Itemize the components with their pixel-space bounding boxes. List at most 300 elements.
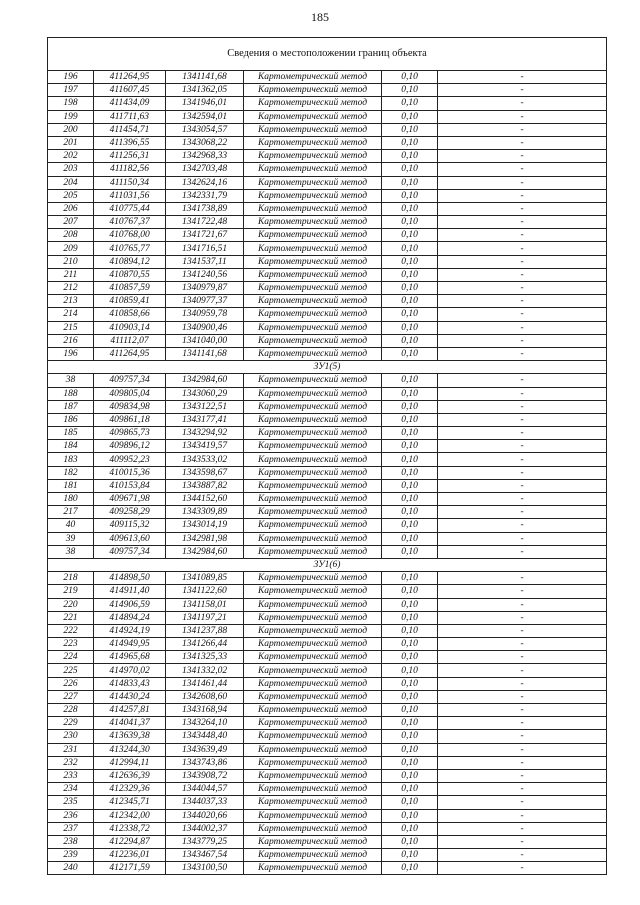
coord-y-cell: 1342984,60 [166, 374, 244, 387]
point-number-cell: 221 [48, 611, 94, 624]
method-cell: Картометрический метод [244, 453, 382, 466]
table-row [48, 268, 607, 281]
coord-y-cell: 1343598,67 [166, 466, 244, 479]
coord-x-cell: 414965,68 [94, 651, 166, 664]
table-row [48, 400, 607, 413]
point-number-cell: 216 [48, 334, 94, 347]
coord-x-cell: 409834,98 [94, 400, 166, 413]
method-cell: Картометрический метод [244, 572, 382, 585]
coord-y-cell: 1344152,60 [166, 493, 244, 506]
description-cell: - [438, 150, 607, 163]
table-row [48, 572, 607, 585]
coord-y-cell: 1341721,67 [166, 229, 244, 242]
accuracy-cell: 0,10 [382, 216, 438, 229]
accuracy-cell: 0,10 [382, 176, 438, 189]
point-number-cell: 229 [48, 717, 94, 730]
point-number-cell: 213 [48, 295, 94, 308]
coord-x-cell: 411150,34 [94, 176, 166, 189]
method-cell: Картометрический метод [244, 413, 382, 426]
point-number-cell: 231 [48, 743, 94, 756]
accuracy-cell: 0,10 [382, 677, 438, 690]
method-cell: Картометрический метод [244, 743, 382, 756]
coord-y-cell: 1341946,01 [166, 97, 244, 110]
coord-y-cell: 1343068,22 [166, 136, 244, 149]
coord-y-cell: 1341141,68 [166, 71, 244, 84]
description-cell: - [438, 466, 607, 479]
method-cell: Картометрический метод [244, 519, 382, 532]
section-header-row [48, 558, 607, 571]
method-cell: Картометрический метод [244, 374, 382, 387]
coord-x-cell: 412171,59 [94, 862, 166, 875]
description-cell: - [438, 769, 607, 782]
point-number-cell: 40 [48, 519, 94, 532]
table-row [48, 598, 607, 611]
description-cell: - [438, 783, 607, 796]
coord-y-cell: 1343122,51 [166, 400, 244, 413]
point-number-cell: 226 [48, 677, 94, 690]
method-cell: Картометрический метод [244, 176, 382, 189]
point-number-cell: 214 [48, 308, 94, 321]
description-cell: - [438, 282, 607, 295]
method-cell: Картометрический метод [244, 202, 382, 215]
point-number-cell: 224 [48, 651, 94, 664]
accuracy-cell: 0,10 [382, 440, 438, 453]
accuracy-cell: 0,10 [382, 334, 438, 347]
point-number-cell: 239 [48, 849, 94, 862]
coord-y-cell: 1342968,33 [166, 150, 244, 163]
point-number-cell: 188 [48, 387, 94, 400]
coord-y-cell: 1342981,98 [166, 532, 244, 545]
coord-x-cell: 411396,55 [94, 136, 166, 149]
accuracy-cell: 0,10 [382, 71, 438, 84]
point-number-cell: 227 [48, 690, 94, 703]
table-row [48, 651, 607, 664]
point-number-cell: 235 [48, 796, 94, 809]
accuracy-cell: 0,10 [382, 97, 438, 110]
coord-y-cell: 1343467,54 [166, 849, 244, 862]
accuracy-cell: 0,10 [382, 295, 438, 308]
method-cell: Картометрический метод [244, 242, 382, 255]
accuracy-cell: 0,10 [382, 202, 438, 215]
coord-y-cell: 1344020,66 [166, 809, 244, 822]
method-cell: Картометрический метод [244, 216, 382, 229]
description-cell: - [438, 506, 607, 519]
description-cell: - [438, 743, 607, 756]
accuracy-cell: 0,10 [382, 624, 438, 637]
coord-x-cell: 414906,59 [94, 598, 166, 611]
table-row [48, 282, 607, 295]
accuracy-cell: 0,10 [382, 572, 438, 585]
table-row [48, 295, 607, 308]
table-row [48, 347, 607, 360]
accuracy-cell: 0,10 [382, 387, 438, 400]
accuracy-cell: 0,10 [382, 822, 438, 835]
description-cell: - [438, 163, 607, 176]
method-cell: Картометрический метод [244, 493, 382, 506]
accuracy-cell: 0,10 [382, 400, 438, 413]
point-number-cell: 196 [48, 347, 94, 360]
coord-y-cell: 1341158,01 [166, 598, 244, 611]
table-row [48, 427, 607, 440]
accuracy-cell: 0,10 [382, 638, 438, 651]
table-row [48, 440, 607, 453]
method-cell: Картометрический метод [244, 783, 382, 796]
coord-x-cell: 411182,56 [94, 163, 166, 176]
method-cell: Картометрический метод [244, 717, 382, 730]
coord-y-cell: 1342608,60 [166, 690, 244, 703]
coord-y-cell: 1342594,01 [166, 110, 244, 123]
coord-y-cell: 1343309,89 [166, 506, 244, 519]
accuracy-cell: 0,10 [382, 347, 438, 360]
method-cell: Картометрический метод [244, 624, 382, 637]
description-cell: - [438, 427, 607, 440]
coord-x-cell: 411264,95 [94, 71, 166, 84]
coord-y-cell: 1341141,68 [166, 347, 244, 360]
accuracy-cell: 0,10 [382, 189, 438, 202]
coord-y-cell: 1344037,33 [166, 796, 244, 809]
coord-x-cell: 410153,84 [94, 479, 166, 492]
coord-x-cell: 409613,60 [94, 532, 166, 545]
coord-x-cell: 409757,34 [94, 545, 166, 558]
point-number-cell: 238 [48, 835, 94, 848]
section-header: ЗУ1(6) [48, 558, 607, 571]
description-cell: - [438, 796, 607, 809]
coord-x-cell: 410857,59 [94, 282, 166, 295]
accuracy-cell: 0,10 [382, 585, 438, 598]
coord-x-cell: 412636,39 [94, 769, 166, 782]
method-cell: Картометрический метод [244, 585, 382, 598]
method-cell: Картометрический метод [244, 849, 382, 862]
method-cell: Картометрический метод [244, 189, 382, 202]
point-number-cell: 38 [48, 545, 94, 558]
accuracy-cell: 0,10 [382, 453, 438, 466]
coord-x-cell: 410767,37 [94, 216, 166, 229]
accuracy-cell: 0,10 [382, 84, 438, 97]
description-cell: - [438, 493, 607, 506]
coord-x-cell: 410903,14 [94, 321, 166, 334]
accuracy-cell: 0,10 [382, 730, 438, 743]
point-number-cell: 234 [48, 783, 94, 796]
coord-x-cell: 409896,12 [94, 440, 166, 453]
accuracy-cell: 0,10 [382, 835, 438, 848]
coord-x-cell: 409258,29 [94, 506, 166, 519]
table-row [48, 479, 607, 492]
coord-y-cell: 1343060,29 [166, 387, 244, 400]
coord-y-cell: 1343533,02 [166, 453, 244, 466]
method-cell: Картометрический метод [244, 229, 382, 242]
accuracy-cell: 0,10 [382, 506, 438, 519]
description-cell: - [438, 413, 607, 426]
table-row [48, 704, 607, 717]
table-row [48, 862, 607, 875]
coord-x-cell: 410859,41 [94, 295, 166, 308]
table-row [48, 783, 607, 796]
table-row [48, 730, 607, 743]
accuracy-cell: 0,10 [382, 519, 438, 532]
point-number-cell: 230 [48, 730, 94, 743]
description-cell: - [438, 229, 607, 242]
accuracy-cell: 0,10 [382, 664, 438, 677]
page-number: 185 [311, 10, 329, 24]
description-cell: - [438, 202, 607, 215]
method-cell: Картометрический метод [244, 427, 382, 440]
method-cell: Картометрический метод [244, 400, 382, 413]
coord-y-cell: 1340959,78 [166, 308, 244, 321]
method-cell: Картометрический метод [244, 479, 382, 492]
point-number-cell: 220 [48, 598, 94, 611]
accuracy-cell: 0,10 [382, 532, 438, 545]
coord-y-cell: 1340977,37 [166, 295, 244, 308]
table-row [48, 624, 607, 637]
table-row [48, 374, 607, 387]
coord-y-cell: 1343743,86 [166, 756, 244, 769]
description-cell: - [438, 268, 607, 281]
coord-x-cell: 414970,02 [94, 664, 166, 677]
point-number-cell: 181 [48, 479, 94, 492]
point-number-cell: 215 [48, 321, 94, 334]
table-row [48, 545, 607, 558]
description-cell: - [438, 862, 607, 875]
point-number-cell: 196 [48, 71, 94, 84]
point-number-cell: 228 [48, 704, 94, 717]
table-row [48, 849, 607, 862]
method-cell: Картометрический метод [244, 704, 382, 717]
coord-y-cell: 1343448,40 [166, 730, 244, 743]
method-cell: Картометрический метод [244, 664, 382, 677]
point-number-cell: 38 [48, 374, 94, 387]
description-cell: - [438, 849, 607, 862]
point-number-cell: 236 [48, 809, 94, 822]
coord-x-cell: 410858,66 [94, 308, 166, 321]
description-cell: - [438, 84, 607, 97]
accuracy-cell: 0,10 [382, 136, 438, 149]
coord-x-cell: 414924,19 [94, 624, 166, 637]
coord-x-cell: 414911,40 [94, 585, 166, 598]
method-cell: Картометрический метод [244, 321, 382, 334]
coord-x-cell: 409952,23 [94, 453, 166, 466]
coord-x-cell: 412236,01 [94, 849, 166, 862]
table-row [48, 97, 607, 110]
table-title: Сведения о местоположении границ объекта [48, 38, 607, 71]
method-cell: Картометрический метод [244, 545, 382, 558]
method-cell: Картометрический метод [244, 347, 382, 360]
point-number-cell: 222 [48, 624, 94, 637]
method-cell: Картометрический метод [244, 466, 382, 479]
accuracy-cell: 0,10 [382, 756, 438, 769]
table-row [48, 493, 607, 506]
method-cell: Картометрический метод [244, 611, 382, 624]
coord-y-cell: 1341362,05 [166, 84, 244, 97]
section-header-row [48, 361, 607, 374]
accuracy-cell: 0,10 [382, 229, 438, 242]
table-row [48, 176, 607, 189]
coord-x-cell: 409861,18 [94, 413, 166, 426]
accuracy-cell: 0,10 [382, 769, 438, 782]
coord-y-cell: 1341040,00 [166, 334, 244, 347]
table-row [48, 809, 607, 822]
method-cell: Картометрический метод [244, 769, 382, 782]
description-cell: - [438, 308, 607, 321]
description-cell: - [438, 585, 607, 598]
description-cell: - [438, 71, 607, 84]
coord-x-cell: 410765,77 [94, 242, 166, 255]
accuracy-cell: 0,10 [382, 743, 438, 756]
coord-x-cell: 413244,30 [94, 743, 166, 756]
table-row [48, 136, 607, 149]
accuracy-cell: 0,10 [382, 255, 438, 268]
method-cell: Картометрический метод [244, 677, 382, 690]
method-cell: Картометрический метод [244, 163, 382, 176]
coord-y-cell: 1343264,10 [166, 717, 244, 730]
description-cell: - [438, 730, 607, 743]
description-cell: - [438, 97, 607, 110]
coord-y-cell: 1342703,48 [166, 163, 244, 176]
table-row [48, 242, 607, 255]
description-cell: - [438, 664, 607, 677]
coord-x-cell: 414894,24 [94, 611, 166, 624]
table-row [48, 638, 607, 651]
coord-y-cell: 1340900,46 [166, 321, 244, 334]
accuracy-cell: 0,10 [382, 809, 438, 822]
accuracy-cell: 0,10 [382, 690, 438, 703]
description-cell: - [438, 242, 607, 255]
point-number-cell: 223 [48, 638, 94, 651]
description-cell: - [438, 519, 607, 532]
coord-x-cell: 412345,71 [94, 796, 166, 809]
point-number-cell: 203 [48, 163, 94, 176]
table-row [48, 466, 607, 479]
coord-x-cell: 414257,81 [94, 704, 166, 717]
coord-y-cell: 1341237,88 [166, 624, 244, 637]
accuracy-cell: 0,10 [382, 123, 438, 136]
description-cell: - [438, 756, 607, 769]
description-cell: - [438, 822, 607, 835]
accuracy-cell: 0,10 [382, 493, 438, 506]
point-number-cell: 198 [48, 97, 94, 110]
description-cell: - [438, 638, 607, 651]
description-cell: - [438, 255, 607, 268]
table-row [48, 216, 607, 229]
coord-x-cell: 411711,63 [94, 110, 166, 123]
description-cell: - [438, 400, 607, 413]
description-cell: - [438, 216, 607, 229]
table-row [48, 84, 607, 97]
point-number-cell: 210 [48, 255, 94, 268]
description-cell: - [438, 545, 607, 558]
boundary-coordinates-table [47, 37, 607, 875]
description-cell: - [438, 809, 607, 822]
method-cell: Картометрический метод [244, 598, 382, 611]
point-number-cell: 233 [48, 769, 94, 782]
coord-x-cell: 412342,00 [94, 809, 166, 822]
coord-y-cell: 1341266,44 [166, 638, 244, 651]
coord-x-cell: 410015,36 [94, 466, 166, 479]
coord-x-cell: 411434,09 [94, 97, 166, 110]
coord-x-cell: 411264,95 [94, 347, 166, 360]
description-cell: - [438, 136, 607, 149]
method-cell: Картометрический метод [244, 532, 382, 545]
coord-x-cell: 410775,44 [94, 202, 166, 215]
point-number-cell: 185 [48, 427, 94, 440]
coord-x-cell: 414949,95 [94, 638, 166, 651]
table-row [48, 110, 607, 123]
table-row [48, 413, 607, 426]
method-cell: Картометрический метод [244, 308, 382, 321]
coord-y-cell: 1343177,41 [166, 413, 244, 426]
coord-y-cell: 1343294,92 [166, 427, 244, 440]
coord-y-cell: 1343887,82 [166, 479, 244, 492]
table-row [48, 506, 607, 519]
coord-y-cell: 1344002,37 [166, 822, 244, 835]
table-row [48, 308, 607, 321]
coord-y-cell: 1341325,33 [166, 651, 244, 664]
point-number-cell: 205 [48, 189, 94, 202]
table-row [48, 453, 607, 466]
table-row [48, 229, 607, 242]
table-title-row [48, 38, 607, 71]
description-cell: - [438, 347, 607, 360]
table-row [48, 717, 607, 730]
table-row [48, 611, 607, 624]
method-cell: Картометрический метод [244, 71, 382, 84]
point-number-cell: 208 [48, 229, 94, 242]
accuracy-cell: 0,10 [382, 427, 438, 440]
coord-y-cell: 1343014,19 [166, 519, 244, 532]
table-row [48, 796, 607, 809]
coord-x-cell: 414898,50 [94, 572, 166, 585]
method-cell: Картометрический метод [244, 756, 382, 769]
coord-y-cell: 1341197,21 [166, 611, 244, 624]
coord-y-cell: 1341089,85 [166, 572, 244, 585]
method-cell: Картометрический метод [244, 387, 382, 400]
coord-y-cell: 1342331,79 [166, 189, 244, 202]
point-number-cell: 180 [48, 493, 94, 506]
coord-y-cell: 1344044,57 [166, 783, 244, 796]
description-cell: - [438, 690, 607, 703]
accuracy-cell: 0,10 [382, 268, 438, 281]
coord-y-cell: 1341537,11 [166, 255, 244, 268]
method-cell: Картометрический метод [244, 97, 382, 110]
accuracy-cell: 0,10 [382, 717, 438, 730]
description-cell: - [438, 123, 607, 136]
coord-x-cell: 410894,12 [94, 255, 166, 268]
coord-y-cell: 1341122,60 [166, 585, 244, 598]
coord-y-cell: 1343908,72 [166, 769, 244, 782]
description-cell: - [438, 532, 607, 545]
coord-y-cell: 1341240,56 [166, 268, 244, 281]
method-cell: Картометрический метод [244, 123, 382, 136]
description-cell: - [438, 717, 607, 730]
point-number-cell: 204 [48, 176, 94, 189]
accuracy-cell: 0,10 [382, 466, 438, 479]
accuracy-cell: 0,10 [382, 479, 438, 492]
table-row [48, 71, 607, 84]
table-row [48, 532, 607, 545]
coord-y-cell: 1343779,25 [166, 835, 244, 848]
coord-x-cell: 409115,32 [94, 519, 166, 532]
table-row [48, 677, 607, 690]
point-number-cell: 184 [48, 440, 94, 453]
method-cell: Картометрический метод [244, 84, 382, 97]
coord-x-cell: 411607,45 [94, 84, 166, 97]
description-cell: - [438, 387, 607, 400]
point-number-cell: 218 [48, 572, 94, 585]
table-row [48, 822, 607, 835]
point-number-cell: 199 [48, 110, 94, 123]
table-row [48, 769, 607, 782]
table-row [48, 255, 607, 268]
coord-y-cell: 1342984,60 [166, 545, 244, 558]
